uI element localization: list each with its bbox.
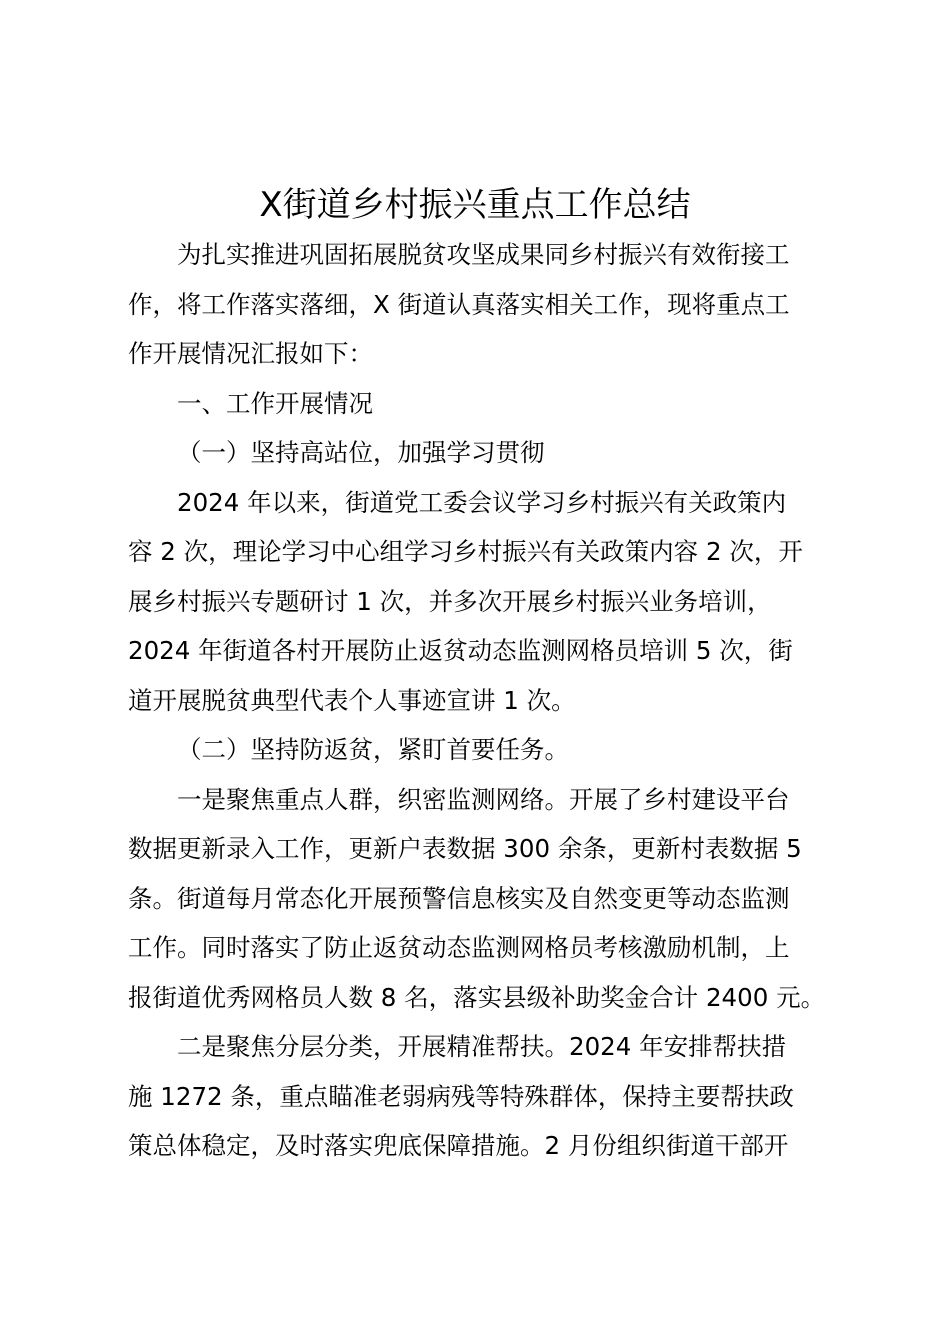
document-title: X街道乡村振兴重点工作总结 — [259, 185, 691, 225]
heading-text: （二）坚持防返贫，紧盯首要任务。 — [177, 735, 569, 764]
paragraph-intro — [128, 230, 838, 379]
text-line: 道开展脱贫典型代表个人事迹宣讲 1 次。 — [128, 685, 576, 715]
section-heading — [128, 379, 838, 429]
text-line: 为扎实推进巩固拓展脱贫攻坚成果同乡村振兴有效衔接工 — [177, 240, 790, 269]
subsection-heading-2 — [128, 725, 838, 775]
paragraph-monitoring — [128, 775, 838, 1023]
text-line: 条。街道每月常态化开展预警信息核实及自然变更等动态监测 — [128, 883, 790, 913]
heading-text: （一）坚持高站位，加强学习贯彻 — [177, 438, 545, 467]
document-body — [128, 230, 838, 1171]
paragraph-study — [128, 478, 838, 726]
text-line: 展乡村振兴专题研讨 1 次，并多次开展乡村振兴业务培训， — [128, 586, 772, 616]
text-line: 策总体稳定，及时落实兜底保障措施。2 月份组织街道干部开 — [128, 1131, 789, 1160]
text-line: 2024 年以来，街道党工委会议学习乡村振兴有关政策内 — [177, 487, 787, 517]
text-line: 作，将工作落实落细，X 街道认真落实相关工作，现将重点工 — [128, 289, 790, 319]
text-line: 施 1272 条，重点瞄准老弱病残等特殊群体，保持主要帮扶政 — [128, 1081, 794, 1111]
subsection-heading-1 — [128, 428, 838, 478]
text-line: 数据更新录入工作，更新户表数据 300 余条，更新村表数据 5 — [128, 834, 802, 863]
text-line: 工作。同时落实了防止返贫动态监测网格员考核激励机制，上 — [128, 933, 790, 962]
text-line: 2024 年街道各村开展防止返贫动态监测网格员培训 5 次，街 — [128, 636, 793, 665]
text-line: 二是聚焦分层分类，开展精准帮扶。2024 年安排帮扶措 — [177, 1032, 787, 1061]
text-line: 一是聚焦重点人群，织密监测网络。开展了乡村建设平台 — [177, 784, 790, 814]
paragraph-assistance — [128, 1022, 838, 1171]
heading-text: 一、工作开展情况 — [177, 388, 373, 418]
text-line: 报街道优秀网格员人数 8 名，落实县级补助奖金合计 2400 元。 — [128, 982, 826, 1012]
text-line: 容 2 次，理论学习中心组学习乡村振兴有关政策内容 2 次，开 — [128, 537, 803, 566]
text-line: 作开展情况汇报如下： — [128, 339, 373, 368]
